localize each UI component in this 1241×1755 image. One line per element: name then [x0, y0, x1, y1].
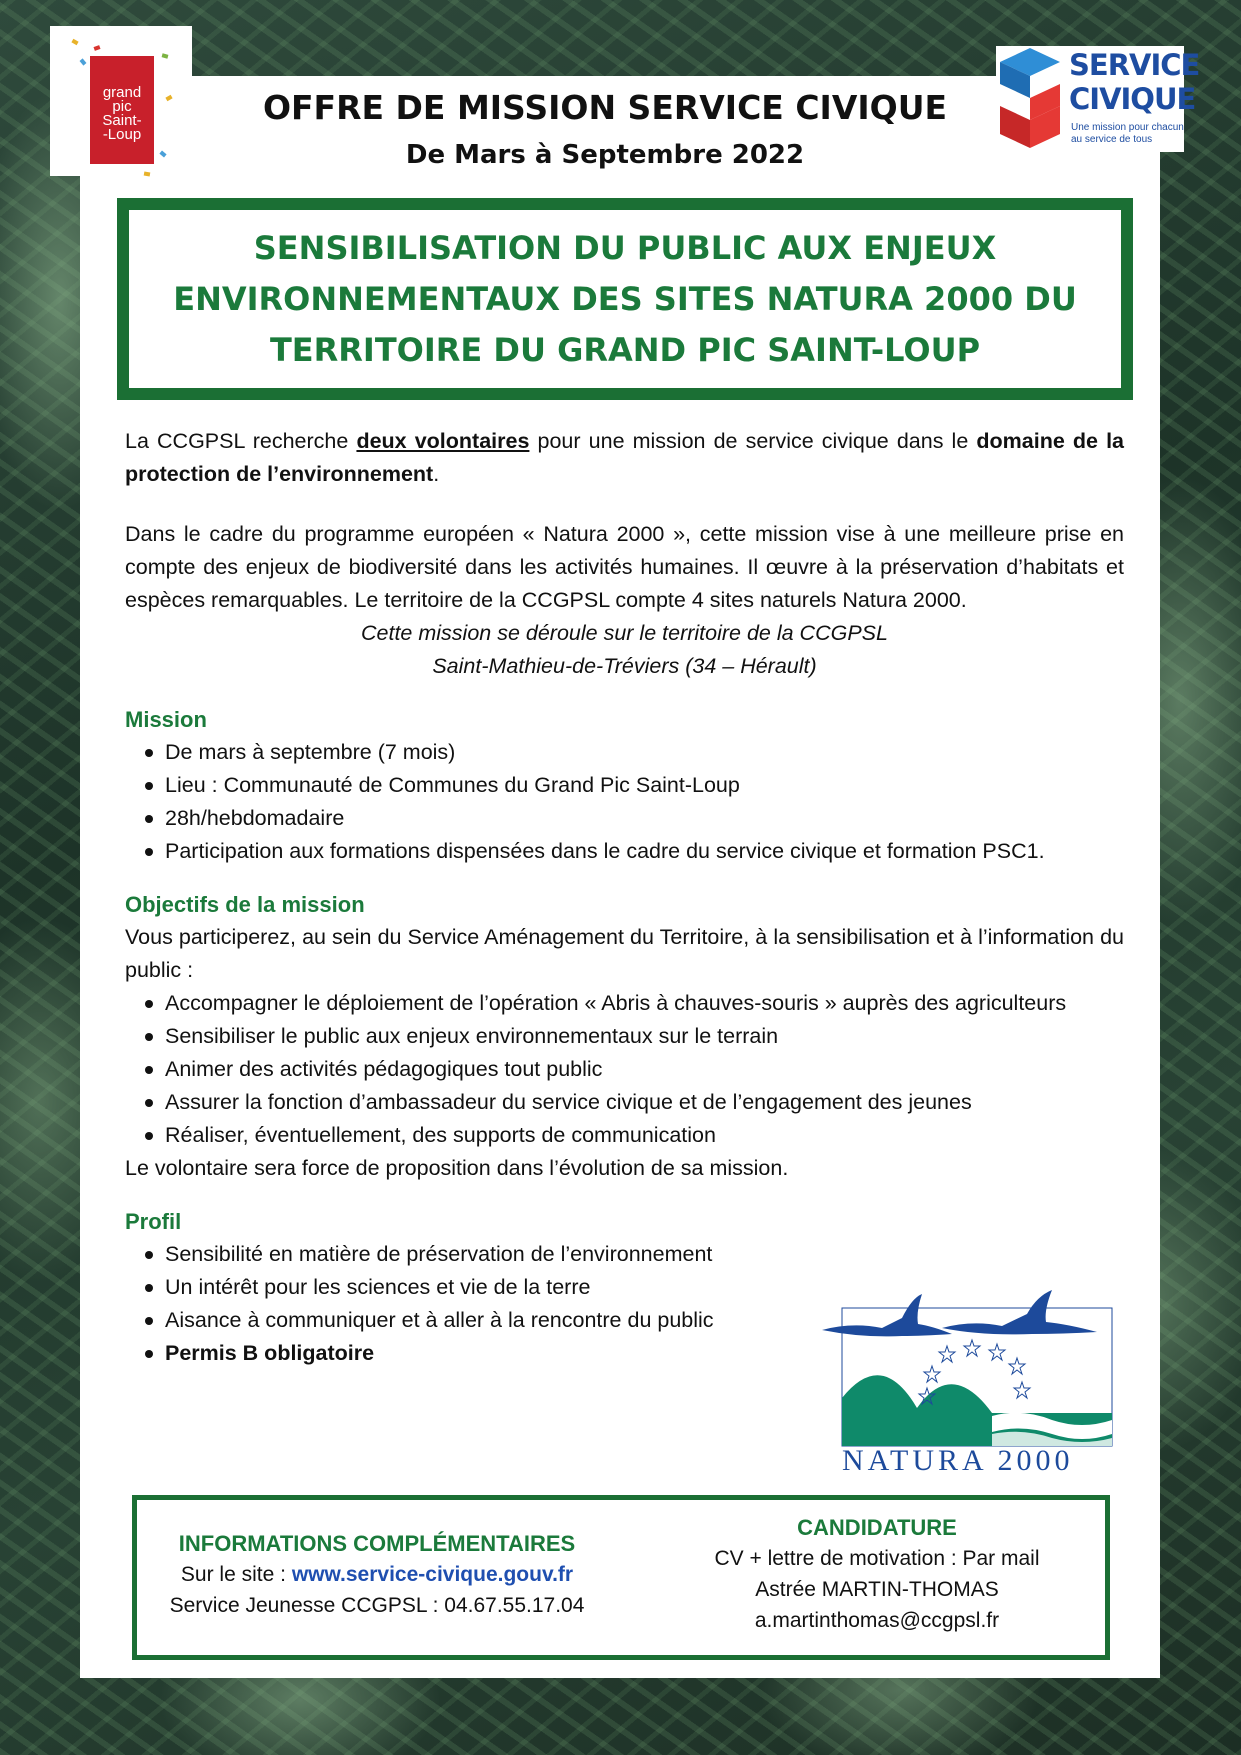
list-item: Animer des activités pédagogiques tout public	[165, 1053, 1124, 1086]
candidature-heading: CANDIDATURE	[797, 1515, 957, 1540]
permis-requirement: Permis B obligatoire	[165, 1341, 375, 1365]
natura-2000-caption: NATURA 2000	[842, 1444, 1074, 1477]
list-item: Lieu : Communauté de Communes du Grand Pic Saint-Loup	[165, 769, 1124, 802]
logo-text-line: Saint-	[102, 112, 142, 129]
candidature-column	[647, 1512, 1107, 1636]
mission-title: SENSIBILISATION DU PUBLIC AUX ENJEUX ENVIRONNEMENTAUX DES SITES NATURA 2000 DU TERRITOIRE DU GRAND PIC SAINT-LOUP	[173, 228, 1077, 369]
objectifs-outro: Le volontaire sera force de proposition dans l’évolution de sa mission.	[125, 1156, 789, 1180]
logo-text-line: pic	[112, 98, 132, 115]
service-civique-title: SERVICE CIVIQUE	[1069, 48, 1200, 116]
location-line: Saint-Mathieu-de-Tréviers (34 – Hérault)	[432, 654, 817, 678]
objectifs-intro: Vous participerez, au sein du Service Aménagement du Territoire, à la sensibilisation et à l’information du public :	[125, 925, 1124, 982]
document-body	[125, 425, 1124, 1370]
candidature-contact-name: Astrée MARTIN-THOMAS	[755, 1578, 999, 1601]
mission-title-inner	[129, 210, 1121, 388]
candidature-line: CV + lettre de motivation : Par mail	[714, 1547, 1040, 1570]
info-phone: Service Jeunesse CCGPSL : 04.67.55.17.04	[169, 1594, 585, 1617]
candidature-email[interactable]: a.martinthomas@ccgpsl.fr	[754, 1609, 1000, 1632]
intro-text: pour une mission de service civique dans le	[529, 429, 977, 453]
service-civique-tagline: Une mission pour chacun au service de tous	[1071, 122, 1184, 145]
info-site-prefix: Sur le site :	[180, 1563, 292, 1586]
info-column	[147, 1528, 607, 1621]
mission-title-frame	[117, 198, 1133, 400]
mission-list	[125, 736, 1124, 868]
list-item: De mars à septembre (7 mois)	[165, 736, 1124, 769]
list-item: Assurer la fonction d’ambassadeur du service civique et de l’engagement des jeunes	[165, 1086, 1124, 1119]
info-site-line	[147, 1559, 607, 1590]
intro-text: .	[433, 462, 440, 486]
list-item: Participation aux formations dispensées dans le cadre du service civique et formation PSC1.	[165, 835, 1124, 868]
list-item: Sensibiliser le public aux enjeux environnementaux sur le terrain	[165, 1020, 1124, 1053]
list-item: Réaliser, éventuellement, des supports de communication	[165, 1119, 1124, 1152]
intro-domain: domaine de la protection de l’environnement	[125, 429, 1124, 486]
info-box	[132, 1495, 1110, 1660]
intro-text: La CCGPSL recherche	[125, 429, 357, 453]
objectifs-list	[125, 987, 1124, 1152]
page-subtitle: De Mars à Septembre 2022	[405, 140, 805, 170]
list-item: Sensibilité en matière de préservation de l’environnement	[165, 1238, 1124, 1271]
natura-2000-emblem-icon	[822, 1288, 1114, 1448]
logo-text-line: grand	[102, 84, 142, 101]
intro-emphasis: deux volontaires	[356, 429, 530, 453]
list-item: Un intérêt pour les sciences et vie de la terre	[165, 1271, 1124, 1304]
info-heading: INFORMATIONS COMPLÉMENTAIRES	[178, 1531, 576, 1556]
location-line: Cette mission se déroule sur le territoire de la CCGPSL	[361, 621, 888, 645]
logo-text-line: -Loup	[102, 126, 142, 143]
service-civique-link[interactable]: www.service-civique.gouv.fr	[291, 1563, 574, 1586]
list-item: Aisance à communiquer et à aller à la rencontre du public	[165, 1304, 1124, 1337]
intro-paragraph	[125, 425, 1124, 491]
mission-heading: Mission	[125, 707, 207, 732]
list-item: Accompagner le déploiement de l’opération « Abris à chauves-souris » auprès des agriculteurs	[165, 987, 1124, 1020]
profil-heading: Profil	[125, 1209, 182, 1234]
natura-2000-logo	[822, 1288, 1114, 1484]
context-paragraph: Dans le cadre du programme européen « Natura 2000 », cette mission vise à une meilleure prise en compte des enjeux de biodiversité dans les activités humaines. Il œuvre à la préservation d’habitats et espèces remarquables. Le territoire de la CCGPSL compte 4 sites naturels Natura 2000.	[125, 522, 1124, 612]
list-item: 28h/hebdomadaire	[165, 802, 1124, 835]
page-title: OFFRE DE MISSION SERVICE CIVIQUE	[262, 88, 948, 127]
objectifs-heading: Objectifs de la mission	[125, 892, 365, 917]
